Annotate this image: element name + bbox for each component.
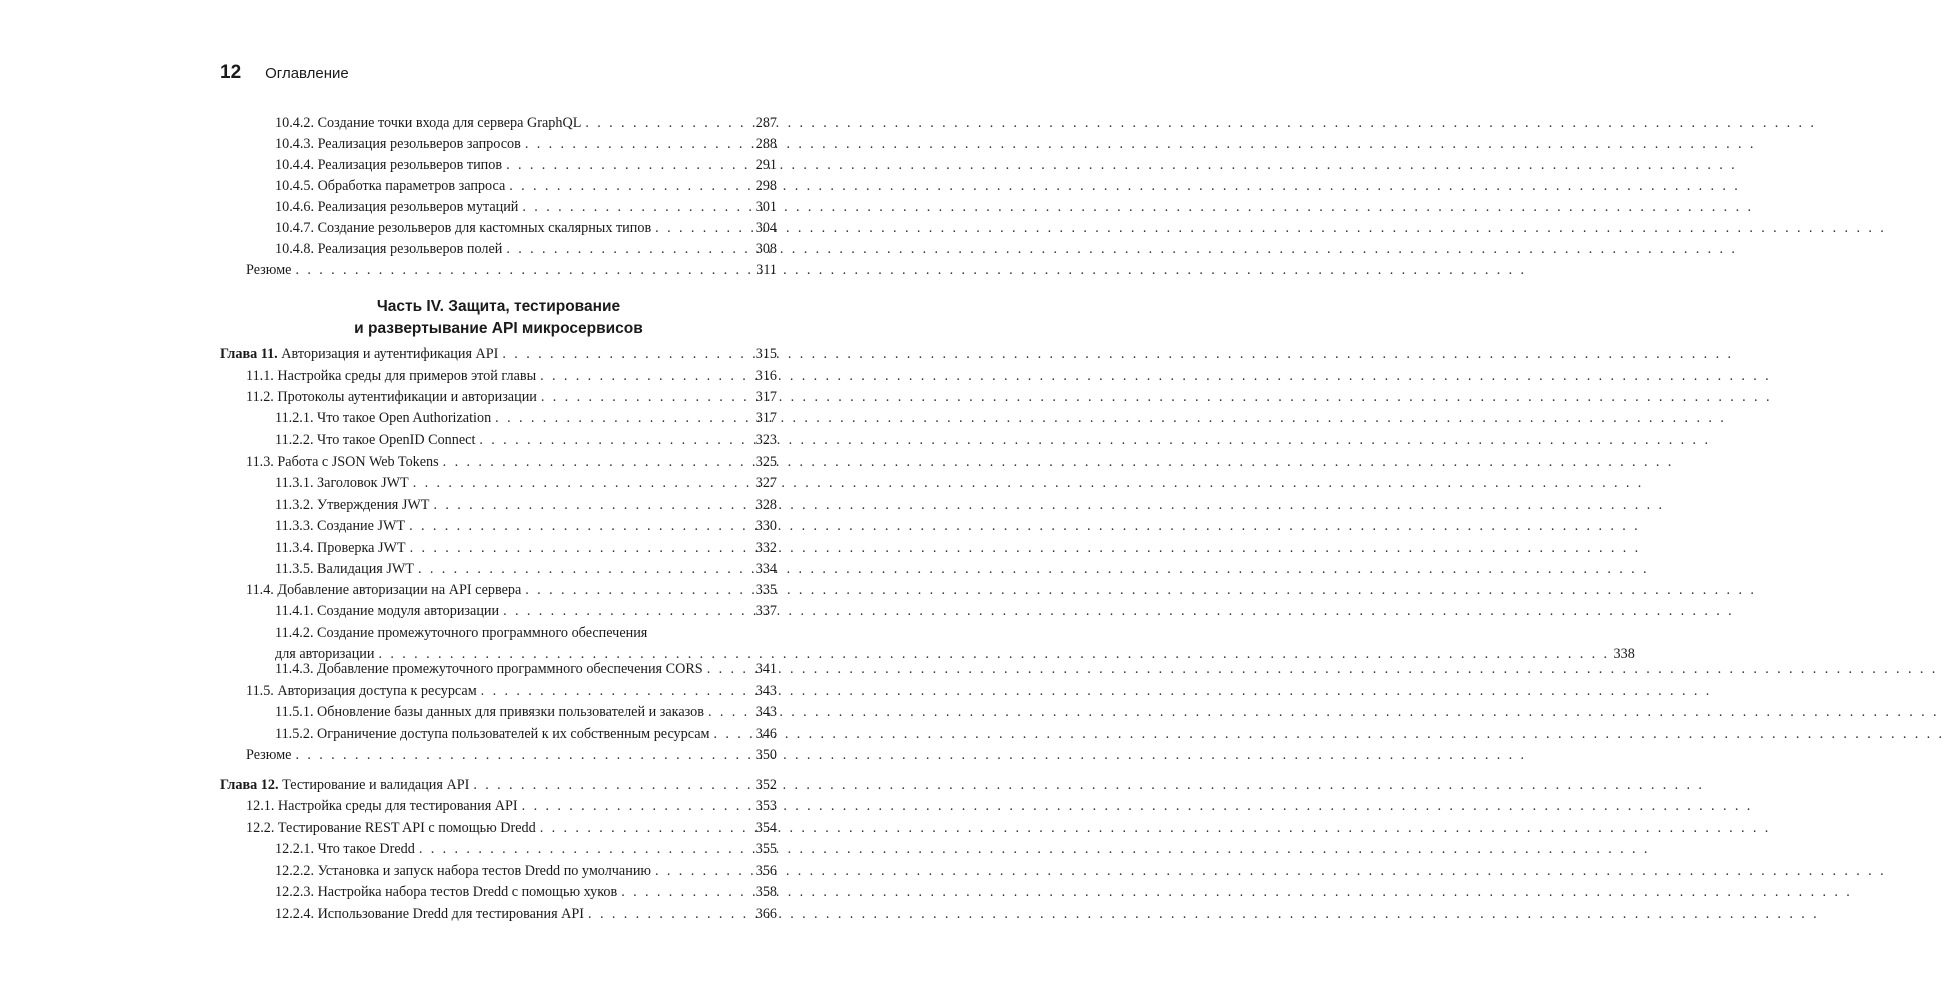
toc-entry[interactable]	[246, 387, 777, 408]
page-number: 12	[220, 62, 242, 83]
toc-entry-page: 327	[755, 475, 777, 491]
toc-entry-page: 325	[755, 454, 777, 470]
toc-entry-title: 11.4.3. Добавление промежуточного программного обеспечения CORS	[275, 661, 703, 677]
toc-chapter-12[interactable]	[220, 775, 777, 796]
toc-entry-title: 11.2.2. Что такое OpenID Connect	[275, 432, 476, 448]
toc-entry-title: 10.4.3. Реализация резольверов запросов	[275, 136, 521, 152]
dot-leader	[509, 176, 751, 197]
toc-entry-page: 323	[755, 432, 777, 448]
toc-entry-page: 291	[755, 157, 777, 173]
toc-entry[interactable]	[246, 366, 777, 387]
dot-leader	[413, 473, 752, 494]
toc-chapter-title	[220, 775, 469, 796]
toc-entry[interactable]	[275, 430, 777, 451]
dot-leader	[495, 408, 752, 429]
toc-entry[interactable]	[275, 176, 777, 197]
toc-entry-page: 315	[755, 346, 777, 362]
toc-entry-row	[275, 623, 1635, 644]
toc-entry[interactable]	[275, 218, 777, 239]
dot-leader	[621, 882, 752, 903]
dot-leader	[506, 155, 752, 176]
toc-entry-page: 332	[755, 540, 777, 556]
toc-entry-title: 11.2. Протоколы аутентификации и авторизации	[246, 389, 537, 405]
toc-entry[interactable]	[275, 538, 777, 559]
toc-entry-title: 11.5.1. Обновление базы данных для привязки пользователей и заказов	[275, 704, 704, 720]
toc-entry-title: 10.4.2. Создание точки входа для сервера GraphQL	[275, 115, 582, 131]
toc-entry[interactable]	[246, 796, 777, 817]
toc-entry-title: 12.2.1. Что такое Dredd	[275, 841, 415, 857]
toc-entry-title: 12.1. Настройка среды для тестирования API	[246, 798, 518, 814]
dot-leader	[540, 818, 752, 839]
toc-entry-title: 12.2.3. Настройка набора тестов Dredd с помощью хуков	[275, 884, 618, 900]
toc-entry[interactable]	[246, 580, 777, 601]
dot-leader	[525, 134, 752, 155]
toc-entry-title: 11.3.1. Заголовок JWT	[275, 475, 409, 491]
toc-entry-page: 288	[755, 136, 777, 152]
toc-entry-title: 10.4.5. Обработка параметров запроса	[275, 178, 506, 194]
dot-leader	[708, 702, 752, 723]
toc-entry-page: 304	[755, 220, 777, 236]
running-title: Оглавление	[265, 65, 349, 82]
toc-entry-page: 353	[755, 798, 777, 814]
toc-entry[interactable]	[275, 516, 777, 537]
dot-leader	[419, 839, 752, 860]
toc-entry-title: 10.4.4. Реализация резольверов типов	[275, 157, 503, 173]
toc-entry-page: 341	[755, 661, 777, 677]
toc-entry-page: 298	[755, 178, 777, 194]
toc-entry-page: 335	[755, 582, 777, 598]
dot-leader	[525, 580, 751, 601]
toc-entry-page: 356	[755, 863, 777, 879]
toc-entry-page: 330	[755, 518, 777, 534]
toc-entry-title: 12.2.4. Использование Dredd для тестирования API	[275, 906, 585, 922]
toc-entry-page: 317	[755, 389, 777, 405]
toc-entry[interactable]	[275, 861, 777, 882]
toc-entry-title: 11.4.2. Создание промежуточного программного обеспечения	[275, 625, 648, 641]
dot-leader	[588, 904, 752, 925]
dot-leader	[522, 796, 752, 817]
toc-entry[interactable]	[275, 495, 777, 516]
toc-entry[interactable]	[275, 559, 777, 580]
toc-entry-page: 317	[755, 410, 777, 426]
toc-entry[interactable]	[246, 681, 777, 702]
toc-entry-summary[interactable]	[246, 745, 777, 766]
toc-entry-page: 337	[755, 603, 777, 619]
toc-entry-page: 328	[755, 497, 777, 513]
toc-chapter-11[interactable]	[220, 344, 777, 365]
chapter-name: Авторизация и аутентификация API	[281, 346, 499, 362]
toc-entry-title: 11.1. Настройка среды для примеров этой главы	[246, 368, 537, 384]
toc-entry-title: 11.4.1. Создание модуля авторизации	[275, 603, 500, 619]
dot-leader	[585, 113, 751, 134]
toc-entry[interactable]	[275, 882, 777, 903]
dot-leader	[481, 681, 752, 702]
toc-entry-title: 12.2. Тестирование REST API с помощью Dredd	[246, 820, 536, 836]
toc-entry-page: 338	[1613, 646, 1635, 662]
dot-leader	[655, 861, 752, 882]
toc-entry[interactable]	[275, 155, 777, 176]
dot-leader	[503, 601, 752, 622]
toc-entry-page: 358	[755, 884, 777, 900]
dot-leader	[522, 197, 751, 218]
toc-entry-page: 366	[755, 906, 777, 922]
toc-entry-title: 11.3.4. Проверка JWT	[275, 540, 406, 556]
toc-entry-page: 308	[755, 241, 777, 257]
chapter-label: Глава 11.	[220, 346, 278, 362]
dot-leader	[707, 659, 752, 680]
toc-entry-page: 354	[755, 820, 777, 836]
toc-entry-title: 10.4.6. Реализация резольверов мутаций	[275, 199, 519, 215]
dot-leader	[655, 218, 752, 239]
toc-entry[interactable]	[275, 239, 777, 260]
dot-leader	[295, 745, 751, 766]
running-head	[220, 62, 349, 90]
toc-entry-title: 11.2.1. Что такое Open Authorization	[275, 410, 492, 426]
toc-entry-title: 11.4. Добавление авторизации на API сервера	[246, 582, 522, 598]
chapter-name: Тестирование и валидация API	[282, 777, 470, 793]
dot-leader	[409, 516, 752, 537]
toc-entry-title-continued: для авторизации	[275, 646, 375, 662]
toc-entry-summary[interactable]	[246, 260, 777, 281]
toc-entry-page: 287	[755, 115, 777, 131]
toc-entry[interactable]	[275, 473, 777, 494]
toc-entry-page: 316	[755, 368, 777, 384]
toc-entry-title: Резюме	[246, 747, 292, 763]
toc-entry[interactable]	[275, 113, 777, 134]
toc-chapter-title	[220, 344, 498, 365]
toc-entry-page: 343	[755, 683, 777, 699]
toc-entry-title: 11.3. Работа с JSON Web Tokens	[246, 454, 439, 470]
dot-leader	[295, 260, 752, 281]
toc-entry[interactable]	[275, 904, 777, 925]
dot-leader	[433, 495, 751, 516]
dot-leader	[541, 387, 752, 408]
toc-entry[interactable]	[275, 134, 777, 155]
toc-entry-page: 301	[755, 199, 777, 215]
toc-entry-title: 11.5. Авторизация доступа к ресурсам	[246, 683, 477, 699]
toc-entry[interactable]	[275, 659, 777, 680]
toc-entry-page: 346	[755, 726, 777, 742]
toc-entry-title: 11.3.3. Создание JWT	[275, 518, 406, 534]
toc-entry[interactable]	[275, 839, 777, 860]
dot-leader	[540, 366, 752, 387]
toc-entry-title: 12.2.2. Установка и запуск набора тестов Dredd по умолчанию	[275, 863, 652, 879]
toc-entry-title: 11.5.2. Ограничение доступа пользователей к их собственным ресурсам	[275, 726, 710, 742]
toc-entry[interactable]	[246, 452, 777, 473]
dot-leader	[479, 430, 751, 451]
toc-entry-page: 311	[756, 262, 777, 278]
part-heading-line1: Часть IV. Защита, тестирование	[376, 298, 621, 315]
toc-entry-title: 11.3.2. Утверждения JWT	[275, 497, 430, 513]
toc-entry[interactable]	[246, 818, 777, 839]
toc-entry-title: Резюме	[246, 262, 292, 278]
dot-leader	[410, 538, 752, 559]
toc-entry[interactable]	[275, 601, 777, 622]
toc-entry-title: 11.3.5. Валидация JWT	[275, 561, 414, 577]
toc-entry-title: 10.4.8. Реализация резольверов полей	[275, 241, 503, 257]
toc-entry[interactable]	[275, 702, 777, 723]
chapter-label: Глава 12.	[220, 777, 279, 793]
dot-leader	[506, 239, 751, 260]
part-heading-line2: и развертывание API микросервисов	[354, 320, 643, 337]
dot-leader	[714, 724, 752, 745]
toc-entry[interactable]	[275, 197, 777, 218]
toc-entry[interactable]	[275, 724, 777, 745]
toc-entry-page: 352	[755, 777, 777, 793]
toc-entry-page: 343	[755, 704, 777, 720]
toc-entry-page: 355	[755, 841, 777, 857]
part-heading	[220, 296, 777, 340]
toc-entry-page: 350	[755, 747, 777, 763]
dot-leader	[443, 452, 752, 473]
dot-leader	[418, 559, 752, 580]
toc-entry-title: 10.4.7. Создание резольверов для кастомных скалярных типов	[275, 220, 652, 236]
dot-leader	[473, 775, 751, 796]
dot-leader	[502, 344, 751, 365]
toc-entry[interactable]	[275, 408, 777, 429]
toc-entry-page: 334	[755, 561, 777, 577]
